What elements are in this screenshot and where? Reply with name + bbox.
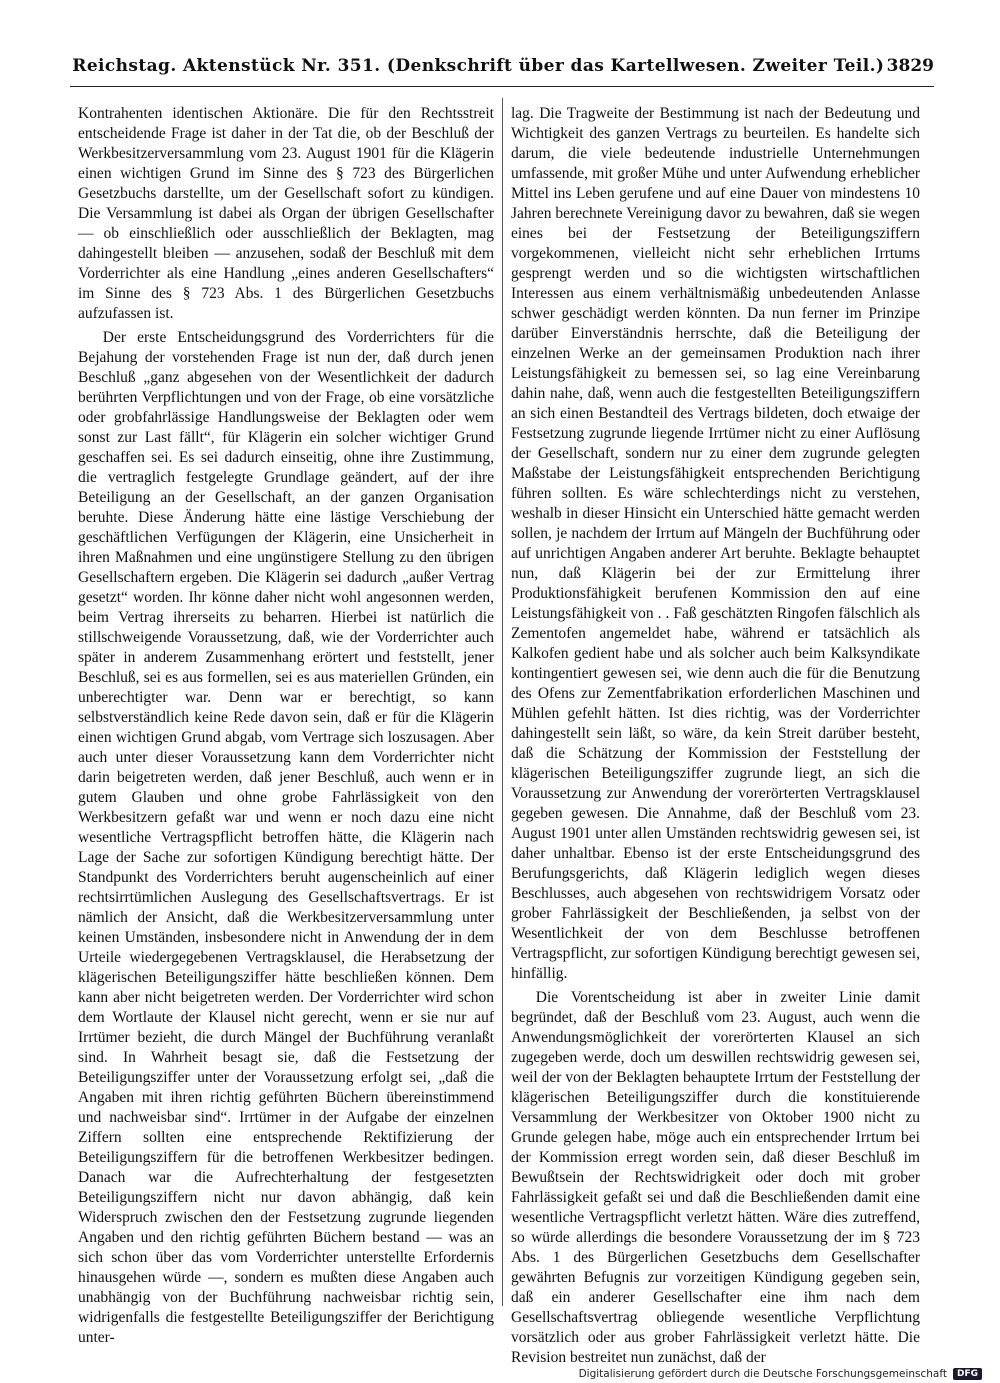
page-number: 3829 (886, 56, 934, 76)
column-divider (502, 98, 503, 1306)
paragraph: lag. Die Tragweite der Bestimmung ist nach der Bedeutung und Wichtigkeit des ganzen Vertrags zu beurteilen. Es handelte sich darum, die viele bedeutende industrielle Unternehmungen umfassende, mit großer Mühe und unter Aufwendung erheblicher Mittel ins Leben gerufene und auf eine Dauer von mindestens 10 Jahren berechnete Vereinigung davor zu bewahren, daß sie wegen eines bei der Festsetzung der Beteiligungsziffern vorgekommenen, vielleicht nicht sehr erheblichen Irrtums gesprengt werden und so die wichtigsten wirtschaftlichen Interessen aus einem verhältnismäßig unbedeutenden Anlasse schwer geschädigt werden könnten. Da nun ferner im Prinzipe darüber Einverständnis herrschte, daß die Beteiligung der einzelnen Werke an der gemeinsamen Produktion nach ihrer Leistungsfähigkeit zu bemessen sei, so lag eine Vereinbarung dahin nahe, daß, wenn auch die festgestellten Beteiligungsziffern an sich einen Bestandteil des Vertrags bildeten, doch etwaige der Festsetzung zugrunde liegende Irrtümer nicht zu einer Auflösung der Gesellschaft, sondern nur zu einer dem zugrunde gelegten Maßstabe der Leistungsfähigkeit entsprechenden Berichtigung führen sollten. Es wäre schlechterdings nicht zu verstehen, weshalb in dieser Hinsicht ein Unterschied hätte gemacht werden sollen, je nachdem der Irrtum auf Mängeln der Buchführung oder auf unrichtigen Angaben anderer Art beruhte. Beklagte behauptet nun, daß Klägerin bei der zur Ermittelung ihrer Produktionsfähigkeit berufenen Kommission den auf eine Leistungsfähigkeit von . . Faß geschätzten Ringofen fälschlich als Zementofen angemeldet habe, während er tatsächlich als Kalkofen gedient habe und als solcher auch beim Kalksyndikate kontingentiert gewesen sei, wie denn auch die für die Benutzung des Ofens zur Zementfabrikation erforderlichen Maschinen und Mühlen gefehlt hätten. Ist dies richtig, was der Vorderrichter dahingestellt sein läßt, so wäre, da kein Streit darüber besteht, daß die Schätzung der Kommission der Feststellung der klägerischen Beteiligungsziffer zugrunde liegt, an sich die Voraussetzung zur Anwendung der vorerörterten Vertragsklausel gegeben gewesen. Die Annahme, daß der Beschluß vom 23. August 1901 unter allen Umständen rechtswidrig gewesen sei, ist daher unhaltbar. Ebenso ist der erste Entscheidungsgrund des Berufungsgerichts, daß Klägerin lediglich wegen dieses Beschlusses, auch abgesehen von rechtswidrigem Vorsatz oder grober Fahrlässigkeit der Beschließenden, ja selbst von der Wesentlichkeit der von dem Beschlusse betroffenen Vertragspflicht, zur sofortigen Kündigung berechtigt gewesen sei, hinfällig. (511, 105, 920, 982)
paragraph: Kontrahenten identischen Aktionäre. Die für den Rechtsstreit entscheidende Frage ist daher in der Tat die, ob der Beschluß der Werkbesitzerversammlung vom 23. August 1901 für die Klägerin einen wichtigen Grund im Sinne des § 723 des Bürgerlichen Gesetzbuchs darstellte, um der Gesellschaft sofort zu kündigen. Die Versammlung ist dabei als Organ der übrigen Gesellschafter — ob einschließlich oder ausschließlich der Beklagten, mag dahingestellt bleiben — anzusehen, sodaß der Beschluß mit dem Vorderrichter als eine Handlung „eines anderen Gesellschafters“ im Sinne des § 723 Abs. 1 des Bürgerlichen Gesetzbuchs aufzufassen ist. (78, 105, 494, 322)
page-header (70, 56, 934, 87)
running-title: Reichstag. Aktenstück Nr. 351. (Denkschrift über das Kartellwesen. Zweiter Teil.) (72, 56, 885, 76)
credit-text: Digitalisierung gefördert durch die Deutsche Forschungsgemeinschaft (578, 1368, 947, 1380)
dfg-logo: DFG (953, 1368, 982, 1380)
paragraph: Die Vorentscheidung ist aber in zweiter Linie damit begründet, daß der Beschluß vom 23. August, auch wenn die Anwendungsmöglichkeit der vorerörterten Klausel an sich zugegeben werde, doch um deswillen rechtswidrig gewesen sei, weil der von der Beklagten behauptete Irrtum der Feststellung der klägerischen Beteiligungsziffer durch die konstituierende Versammlung der Werkbesitzer von Oktober 1900 nicht zu Grunde gelegen habe, möge auch ein entsprechender Irrtum bei der Kommission erregt worden sein, daß dieser Beschluß im Bewußtsein der Rechtswidrigkeit oder doch mit grober Fahrlässigkeit gefaßt sei und daß die Beschließenden damit eine wesentliche Vertragspflicht verletzt hätten. Wäre dies zutreffend, so würde allerdings die besondere Voraussetzung der im § 723 Abs. 1 des Bürgerlichen Gesetzbuchs dem Gesellschafter gewährten Befugnis zur vorzeitigen Kündigung gegeben sein, daß ein anderer Gesellschafter eine ihm nach dem Gesellschaftsvertrag obliegende wesentliche Verpflichtung vorsätzlich oder aus grober Fahrlässigkeit verletzt hätte. Die Revision bestreitet nun zunächst, daß der (511, 989, 920, 1366)
paragraph: Der erste Entscheidungsgrund des Vorderrichters für die Bejahung der vorstehenden Frage ist nun der, daß durch jenen Beschluß „ganz abgesehen von der Wesentlichkeit der dadurch berührten Verpflichtungen und von der Frage, ob eine vorsätzliche oder grobfahrlässige Handlungsweise der Beklagten oder wem sonst zur Last fällt“, für Klägerin ein solcher wichtiger Grund geschaffen sei. Es sei dadurch einseitig, ohne ihre Zustimmung, die vertraglich festgelegte Grundlage geändert, auf der ihre Beteiligung an der Gesellschaft, an der ganzen Organisation beruhte. Diese Änderung hätte eine lästige Verschiebung der geschäftlichen Verfügungen der Klägerin, eine Unsicherheit in ihren Maßnahmen und eine ungünstigere Stellung zu den übrigen Gesellschaftern ergeben. Die Klägerin sei dadurch „außer Vertrag gesetzt“ worden. Ihr könne daher nicht wohl angesonnen werden, beim Vertrag ihrerseits zu beharren. Hierbei ist natürlich die stillschweigende Voraussetzung, daß, wie der Vorderrichter auch später in anderem Zusammenhang erörtert und feststellt, jener Beschluß, sei es aus formellen, sei es aus materiellen Gründen, ein unberechtigter war. Denn war er berechtigt, so kann selbstverständlich keine Rede davon sein, daß er für die Klägerin einen wichtigen Grund abgab, vom Vertrage sich loszusagen. Aber auch unter dieser Voraussetzung kann dem Vorderrichter nicht darin beigetreten werden, daß jener Beschluß, auch wenn er in gutem Glauben und ohne grobe Fahrlässigkeit von den Werkbesitzern gefaßt war und wenn er noch dazu eine nicht wesentliche Vertragspflicht betroffen hätte, die Klägerin nach Lage der Sache zur sofortigen Kündigung berechtigt hätte. Der Standpunkt des Vorderrichters beruht augenscheinlich auf einer rechtsirrtümlichen Auslegung des Gesellschaftsvertrags. Er ist nämlich der Ansicht, daß die Werkbesitzerversammlung unter keinen Umständen, insbesondere nicht in Anwendung der in dem Urteile wiedergegebenen Vertragsklausel, die Herabsetzung der klägerischen Beteiligungsziffer hätte beschließen können. Dem kann aber nicht beigetreten werden. Der Vorderrichter wird schon dem Wortlaute der Klausel nicht gerecht, wenn er sie nur auf Irrtümer bezieht, die durch Mängel der Buchführung veranlaßt sind. In Wahrheit besagt sie, daß die Festsetzung der Beteiligungsziffer unter der Voraussetzung erfolgt sei, „daß die Angaben mit ihren richtig geführten Büchern übereinstimmend und nachweisbar sind“. Irrtümer in der Aufgabe der einzelnen Ziffern sollten eine entsprechende Rektifizierung der Beteiligungsziffern für die betroffenen Werkbesitzer bedingen. Danach war die Aufrechterhaltung der festgesetzten Beteiligungsziffern nicht nur davon abhängig, daß kein Widerspruch zwischen den der Festsetzung zugrunde liegenden Angaben und den richtig geführten Büchern bestand — was an sich schon über das vom Vorderrichter unterstellte Erfordernis hinausgehen würde —, sondern es mußten diese Angaben auch unabhängig von der Buchführung nachweisbar richtig sein, widrigenfalls die festgestellte Beteiligungsziffer der Berichtigung unter- (78, 329, 494, 1346)
digitization-credit (579, 1366, 982, 1382)
right-column (511, 104, 920, 1366)
left-column (78, 104, 494, 1346)
